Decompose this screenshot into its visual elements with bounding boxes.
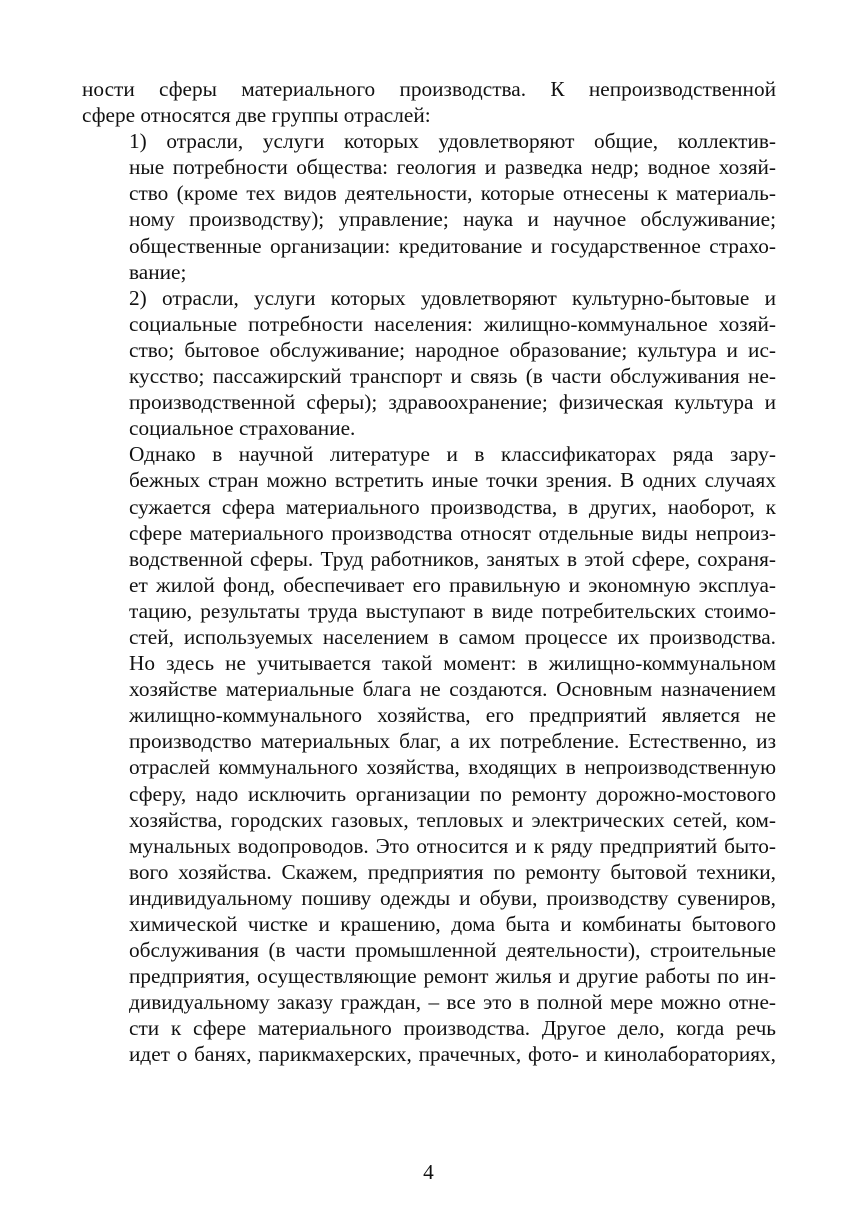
text-line: ство; бытовое обслуживание; народное образование; культура и ис- xyxy=(129,337,776,362)
text-line: тацию, результаты труда выступают в виде потребительских стоимо- xyxy=(129,598,776,623)
text-line: сферу, надо исключить организации по ремонту дорожно-мостового xyxy=(129,781,776,806)
text-line: предприятия, осуществляющие ремонт жилья и другие работы по ин- xyxy=(129,964,776,989)
text-line: сфере материального производства относят отдельные виды непроиз- xyxy=(129,520,776,545)
paragraph-1 xyxy=(82,76,776,128)
text-line: индивидуальному пошиву одежды и обуви, производству сувениров, xyxy=(129,885,776,910)
page-number: 4 xyxy=(423,1160,434,1184)
text-line: обслуживания (в части промышленной деятельности), строительные xyxy=(129,938,776,963)
text-line: ному производству); управление; наука и научное обслуживание; xyxy=(129,207,776,232)
paragraph-2 xyxy=(82,128,776,285)
text-line: водственной сферы. Труд работников, занятых в этой сфере, сохраня- xyxy=(129,546,776,571)
text-line: Но здесь не учитывается такой момент: в жилищно-коммунальном xyxy=(129,651,776,676)
text-line: общественные организации: кредитование и государственное страхо- xyxy=(129,233,776,258)
text-line: идет о банях, парикмахерских, прачечных, фото- и кинолабораториях, xyxy=(129,1042,776,1067)
text-line: производство материальных благ, а их потребление. Естественно, из xyxy=(129,729,776,754)
text-line: социальное страхование. xyxy=(129,416,356,441)
text-line: жилищно-коммунального хозяйства, его предприятий является не xyxy=(129,703,776,728)
text-line: кусство; пассажирский транспорт и связь (в части обслуживания не- xyxy=(129,364,776,389)
text-line: дивидуальному заказу граждан, – все это в полной мере можно отне- xyxy=(129,990,776,1015)
text-line: Однако в научной литературе и в классификаторах ряда зару- xyxy=(129,442,776,467)
text-line: социальные потребности населения: жилищно-коммунальное хозяй- xyxy=(129,311,776,336)
text-line: ство (кроме тех видов деятельности, которые отнесены к материаль- xyxy=(129,181,776,206)
text-line: 1) отрасли, услуги которых удовлетворяют общие, коллектив- xyxy=(129,129,776,154)
text-line: хозяйства, городских газовых, тепловых и электрических сетей, ком- xyxy=(129,807,776,832)
text-line: мунальных водопроводов. Это относится и к ряду предприятий быто- xyxy=(129,833,776,858)
text-line: производственной сферы); здравоохранение; физическая культура и xyxy=(129,390,776,415)
text-line: вого хозяйства. Скажем, предприятия по ремонту бытовой техники, xyxy=(129,859,776,884)
text-line: сужается сфера материального производства, в других, наоборот, к xyxy=(129,494,776,519)
text-line: отраслей коммунального хозяйства, входящих в непроизводственную xyxy=(129,755,776,780)
text-line: сфере относятся две группы отраслей: xyxy=(82,103,431,128)
text-line: сти к сфере материального производства. Другое дело, когда речь xyxy=(129,1016,776,1041)
text-line: вание; xyxy=(129,259,187,284)
paragraph-4 xyxy=(82,441,776,1067)
paragraph-3 xyxy=(82,285,776,442)
text-line: химической чистке и крашению, дома быта и комбинаты бытового xyxy=(129,912,776,936)
text-line: ет жилой фонд, обеспечивает его правильную и экономную эксплуа- xyxy=(129,572,776,597)
text-line: ные потребности общества: геология и разведка недр; водное хозяй- xyxy=(129,155,776,180)
page-body xyxy=(82,76,776,1068)
text-line: бежных стран можно встретить иные точки зрения. В одних случаях xyxy=(129,468,776,493)
text-line: 2) отрасли, услуги которых удовлетворяют культурно-бытовые и xyxy=(129,285,776,310)
text-line: хозяйстве материальные блага не создаются. Основным назначением xyxy=(129,677,776,702)
text-line: стей, используемых населением в самом процессе их производства. xyxy=(129,624,776,649)
text-line: ности сферы материального производства. К непроизводственной xyxy=(82,77,776,101)
